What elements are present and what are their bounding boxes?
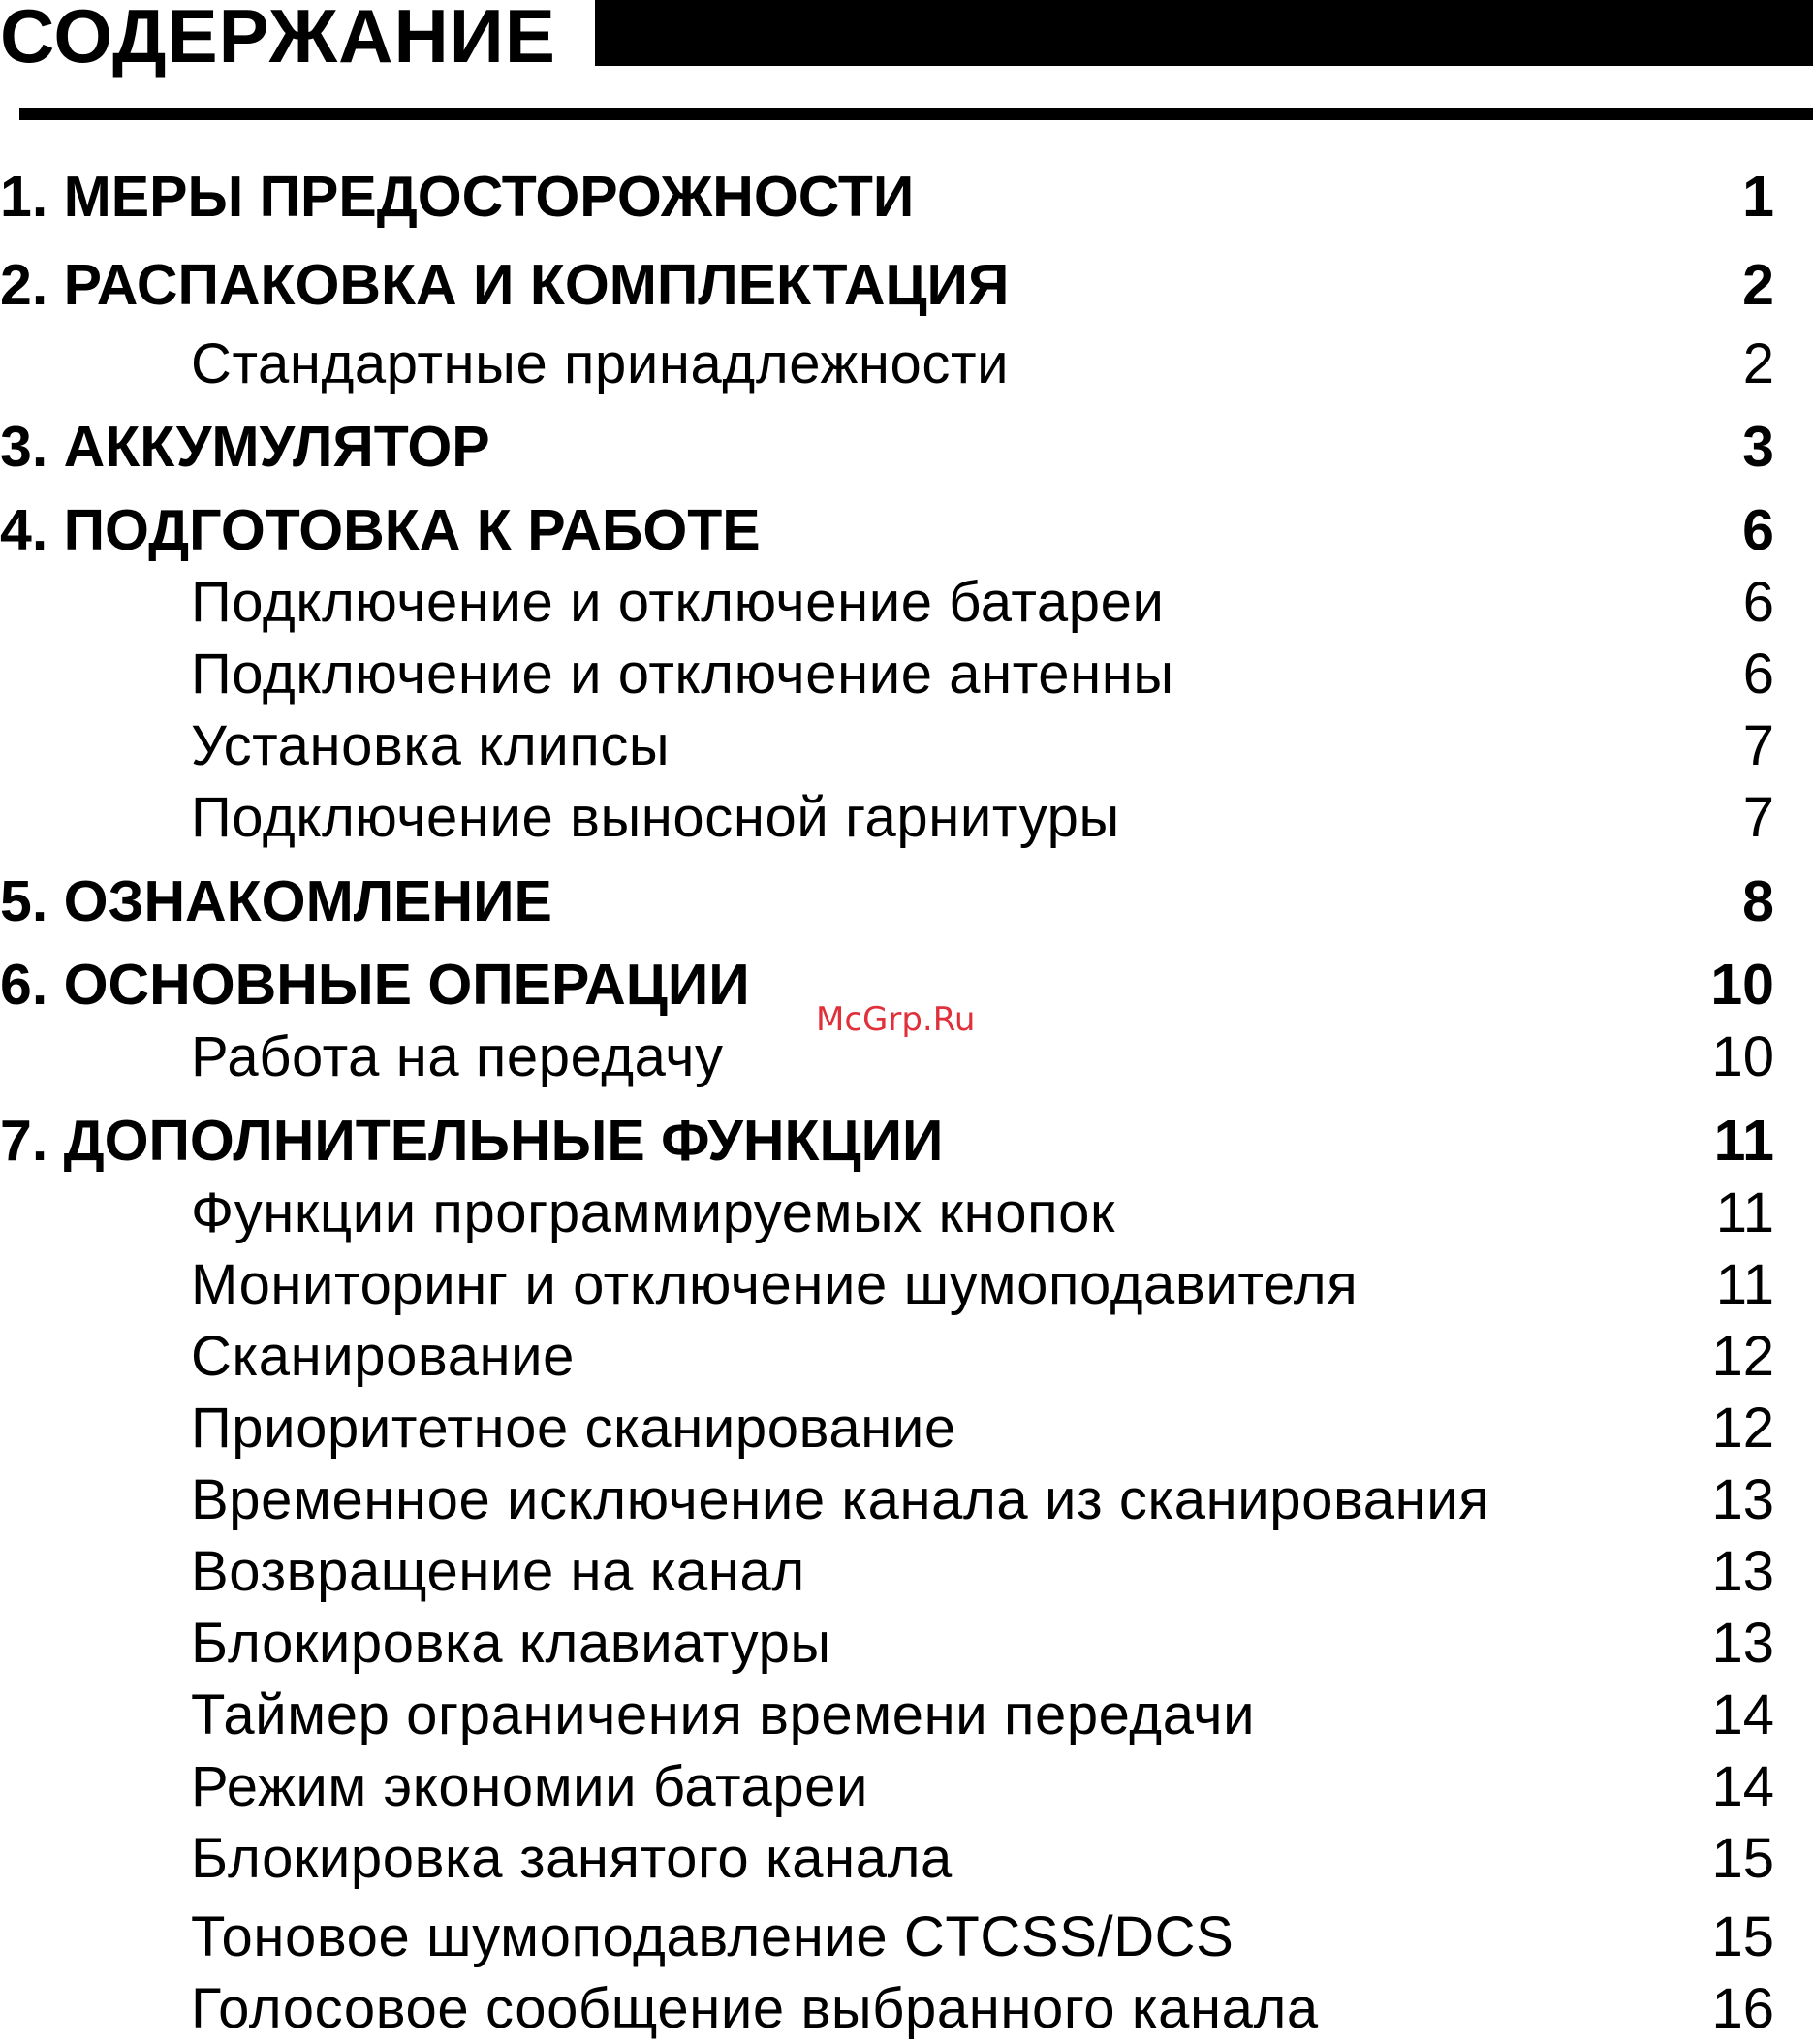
toc-subentry-label: Возвращение на канал (191, 1540, 805, 1603)
toc-subentry[interactable] (0, 330, 1813, 398)
toc-subentry-label: Тоновое шумоподавление CTCSS/DCS (191, 1905, 1235, 1968)
toc-entry-label: 5. ОЗНАКОМЛЕНИЕ (0, 869, 552, 933)
toc-subentry-label: Мониторинг и отключение шумоподавителя (191, 1253, 1359, 1316)
toc-entry-page: 8 (1742, 869, 1774, 933)
toc-subentry-page: 12 (1711, 1397, 1774, 1460)
toc-entry-page: 11 (1713, 1109, 1774, 1173)
toc-subentry-label: Работа на передачу (191, 1025, 724, 1088)
toc-subentry[interactable] (0, 1538, 1813, 1606)
toc-subentry-page: 15 (1711, 1905, 1774, 1968)
toc-entry-label: 3. АККУМУЛЯТОР (0, 415, 490, 479)
toc-entry-label: 1. МЕРЫ ПРЕДОСТОРОЖНОСТИ (0, 165, 915, 229)
toc-subentry-label: Режим экономии батареи (191, 1755, 869, 1818)
toc-entry-page: 1 (1742, 165, 1774, 229)
toc-entry[interactable] (0, 1107, 1813, 1175)
toc-subentry-page: 11 (1715, 1253, 1774, 1316)
toc-subentry[interactable] (0, 1975, 1813, 2043)
toc-subentry-page: 2 (1742, 332, 1774, 395)
toc-entry-page: 2 (1742, 253, 1774, 317)
toc-subentry-label: Установка клипсы (191, 714, 671, 777)
toc-subentry-label: Подключение и отключение антенны (191, 643, 1174, 706)
toc-subentry[interactable] (0, 712, 1813, 780)
toc-subentry-label: Сканирование (191, 1325, 576, 1388)
watermark: McGrp.Ru (816, 1000, 976, 1039)
toc-subentry-label: Блокировка клавиатуры (191, 1612, 831, 1675)
toc-subentry-page: 13 (1711, 1468, 1774, 1531)
toc-subentry[interactable] (0, 1395, 1813, 1462)
toc-subentry-page: 13 (1711, 1612, 1774, 1675)
toc-entry[interactable] (0, 413, 1813, 481)
toc-subentry[interactable] (0, 1903, 1813, 1971)
toc-subentry-page: 6 (1742, 571, 1774, 634)
toc-entry-page: 3 (1742, 415, 1774, 479)
toc-subentry[interactable] (0, 1251, 1813, 1319)
toc-entry-label: 4. ПОДГОТОВКА К РАБОТЕ (0, 498, 761, 562)
toc-subentry-page: 14 (1711, 1755, 1774, 1818)
toc-subentry[interactable] (0, 641, 1813, 708)
toc-subentry-label: Подключение выносной гарнитуры (191, 786, 1120, 849)
toc-subentry-label: Приоритетное сканирование (191, 1397, 956, 1460)
toc-entry-label: 7. ДОПОЛНИТЕЛЬНЫЕ ФУНКЦИИ (0, 1109, 944, 1173)
toc-subentry-page: 16 (1711, 1977, 1774, 2040)
toc-subentry[interactable] (0, 1753, 1813, 1821)
toc-subentry[interactable] (0, 569, 1813, 637)
toc-entry-page: 6 (1742, 498, 1774, 562)
toc-subentry-page: 12 (1711, 1325, 1774, 1388)
toc-subentry-page: 6 (1742, 643, 1774, 706)
toc-subentry-label: Подключение и отключение батареи (191, 571, 1165, 634)
toc-entry[interactable] (0, 251, 1813, 319)
toc-subentry[interactable] (0, 1682, 1813, 1749)
title-bar-decoration (595, 0, 1813, 66)
toc-subentry-page: 7 (1742, 786, 1774, 849)
toc-subentry[interactable] (0, 1825, 1813, 1893)
toc-entry[interactable] (0, 867, 1813, 935)
toc-subentry-page: 15 (1711, 1827, 1774, 1890)
toc-entry-label: 6. ОСНОВНЫЕ ОПЕРАЦИИ (0, 953, 750, 1017)
toc-subentry-label: Стандартные принадлежности (191, 332, 1010, 395)
toc-subentry-page: 10 (1711, 1025, 1774, 1088)
page-title: СОДЕРЖАНИЕ (0, 0, 556, 79)
toc-subentry-label: Голосовое сообщение выбранного канала (191, 1977, 1319, 2040)
toc-subentry-page: 13 (1711, 1540, 1774, 1603)
toc-subentry-label: Временное исключение канала из сканирования (191, 1468, 1490, 1531)
toc-subentry-page: 11 (1715, 1181, 1774, 1244)
toc-subentry-label: Блокировка занятого канала (191, 1827, 953, 1890)
toc-subentry[interactable] (0, 1323, 1813, 1391)
toc-subentry-page: 7 (1742, 714, 1774, 777)
header-rule (19, 108, 1813, 120)
toc-entry-label: 2. РАСПАКОВКА И КОМПЛЕКТАЦИЯ (0, 253, 1010, 317)
toc-entry-page: 10 (1710, 953, 1774, 1017)
toc-subentry[interactable] (0, 1610, 1813, 1678)
toc-entry[interactable] (0, 163, 1813, 231)
toc-subentry-label: Функции программируемых кнопок (191, 1181, 1115, 1244)
toc-subentry-label: Таймер ограничения времени передачи (191, 1683, 1256, 1746)
toc-subentry-page: 14 (1711, 1683, 1774, 1746)
toc-subentry[interactable] (0, 784, 1813, 852)
toc-subentry[interactable] (0, 1466, 1813, 1534)
toc-subentry[interactable] (0, 1179, 1813, 1247)
toc-entry[interactable] (0, 496, 1813, 564)
